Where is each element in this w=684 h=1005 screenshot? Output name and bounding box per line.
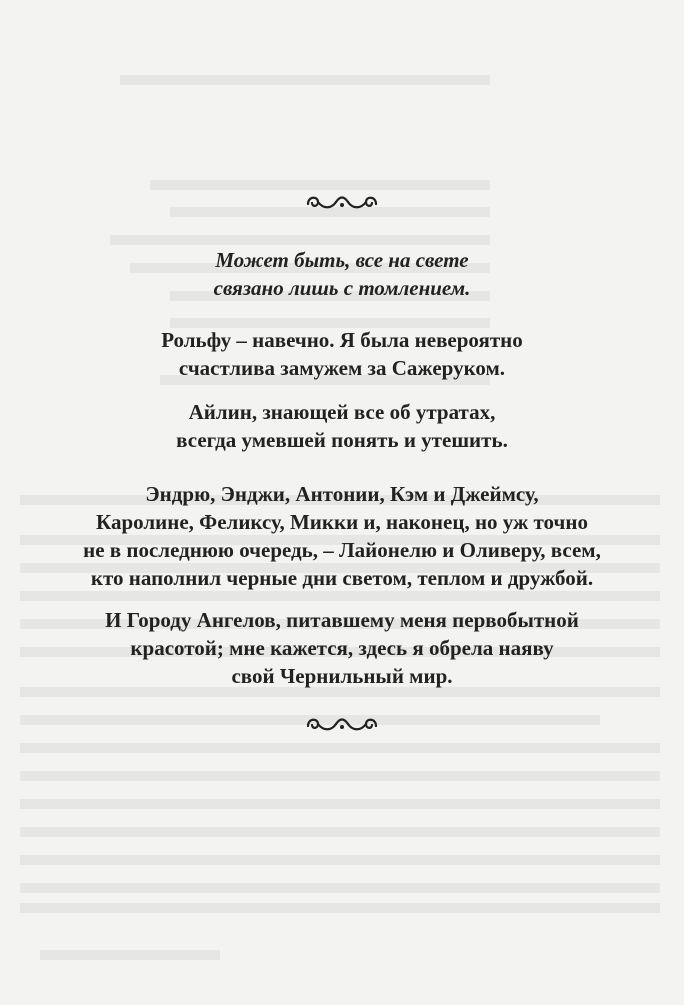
dedication-line: красотой; мне кажется, здесь я обрела наяву [130,636,554,660]
swirl-ornament-icon [302,190,382,214]
bottom-ornament [0,712,684,741]
epigraph-line: связано лишь с томлением. [213,276,471,300]
swirl-ornament-icon [302,712,382,736]
dedication-city-of-angels [0,606,684,690]
dedication-line: кто наполнил черные дни светом, теплом и дружбой. [90,566,594,590]
epigraph-line: Может быть, все на свете [215,248,469,272]
dedication-line: Эндрю, Энджи, Антонии, Кэм и Джеймсу, [145,482,539,506]
dedication-line: Каролине, Феликсу, Микки и, наконец, но уж точно [96,510,588,534]
epigraph [0,246,684,302]
dedication-ailin [0,398,684,454]
dedication-rolf [0,326,684,382]
dedication-line: не в последнюю очередь, – Лайонелю и Оливеру, всем, [83,538,601,562]
dedication-line: Айлин, знающей все об утратах, [188,400,496,424]
dedication-friends [0,480,684,592]
dedication-line: счастлива замужем за Сажеруком. [178,356,506,380]
dedication-line: Рольфу – навечно. Я была невероятно [161,328,523,352]
dedication-line: свой Чернильный мир. [231,664,453,688]
dedication-line: И Городу Ангелов, питавшему меня первобытной [105,608,579,632]
dedication-line: всегда умевшей понять и утешить. [176,428,508,452]
top-ornament [0,190,684,219]
